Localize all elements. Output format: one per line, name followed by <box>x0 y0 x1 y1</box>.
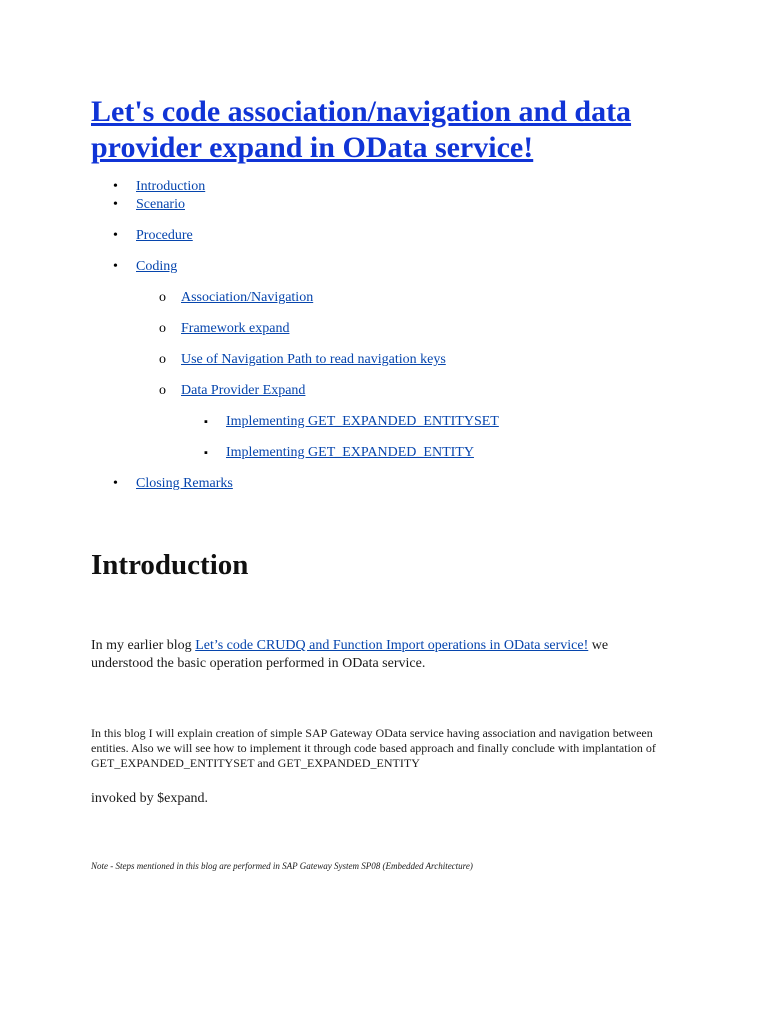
circle-bullet-icon: o <box>159 352 166 367</box>
toc-link-closing-remarks[interactable]: Closing Remarks <box>136 476 233 491</box>
toc-link-coding[interactable]: Coding <box>136 259 178 274</box>
earlier-blog-link[interactable]: Let’s code CRUDQ and Function Import operations in OData service! <box>195 638 589 653</box>
intro-paragraph-suffix: we understood the basic operation performed in OData service. <box>91 638 609 671</box>
disc-bullet-icon: • <box>113 197 118 212</box>
circle-bullet-icon: o <box>159 383 166 398</box>
circle-bullet-icon: o <box>159 290 166 305</box>
section-heading-introduction: Introduction <box>91 549 249 581</box>
page-title <box>91 94 691 166</box>
disc-bullet-icon: • <box>113 259 118 274</box>
disc-bullet-icon: • <box>113 179 118 194</box>
intro-paragraph-prefix: In my earlier blog <box>91 638 196 653</box>
square-bullet-icon: ▪ <box>204 447 208 459</box>
note-text: Note - Steps mentioned in this blog are performed in SAP Gateway System SP08 (Embedded Architecture) <box>91 861 473 871</box>
toc-link-navigation-path[interactable]: Use of Navigation Path to read navigation keys <box>181 352 446 367</box>
toc-link-scenario[interactable]: Scenario <box>136 197 185 212</box>
toc-link-get-expanded-entity[interactable]: Implementing GET_EXPANDED_ENTITY <box>226 445 474 460</box>
intro-paragraph <box>91 637 671 673</box>
title-link[interactable]: Let's code association/navigation and data provider expand in OData service! <box>91 95 632 164</box>
toc-link-introduction[interactable]: Introduction <box>136 179 206 194</box>
circle-bullet-icon: o <box>159 321 166 336</box>
blog-description-paragraph: In this blog I will explain creation of simple SAP Gateway OData service having association and navigation between entities. Also we will see how to implement it through code based approach and finally conclude with implantation of GET_EXPANDED_ENTITYSET and GET_EXPANDED_ENTITY <box>91 726 656 770</box>
toc-link-procedure[interactable]: Procedure <box>136 228 193 243</box>
disc-bullet-icon: • <box>113 228 118 243</box>
disc-bullet-icon: • <box>113 476 118 491</box>
toc-link-get-expanded-entityset[interactable]: Implementing GET_EXPANDED_ENTITYSET <box>226 414 499 429</box>
toc-link-association-navigation[interactable]: Association/Navigation <box>181 290 314 305</box>
toc-link-framework-expand[interactable]: Framework expand <box>181 321 290 336</box>
expand-paragraph: invoked by $expand. <box>91 791 209 806</box>
toc-link-data-provider-expand[interactable]: Data Provider Expand <box>181 383 306 398</box>
square-bullet-icon: ▪ <box>204 416 208 428</box>
